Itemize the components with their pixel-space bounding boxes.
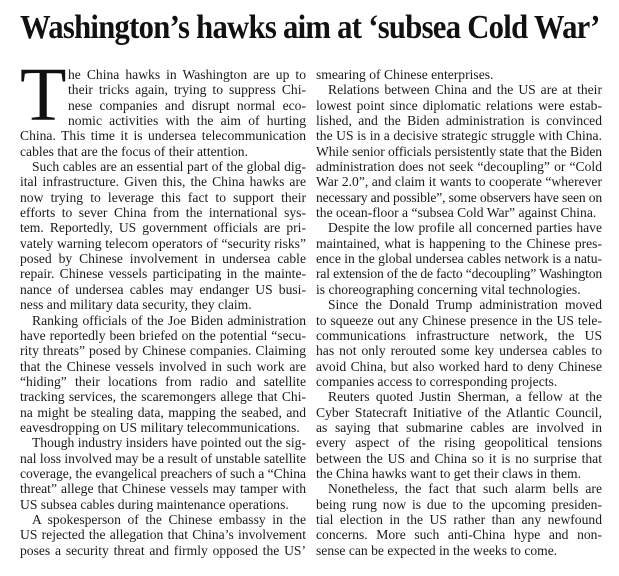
article-paragraph xyxy=(316,67,602,82)
article-paragraph xyxy=(316,481,602,558)
text-line: “hiding” their locations from radio and satellite xyxy=(20,373,306,389)
text-line: coverage, the evangelical preachers of such a “China xyxy=(20,465,306,481)
text-line: being rung now is due to the upcoming presiden- xyxy=(316,496,602,512)
text-line: as saying that submarine cables are involved in xyxy=(316,419,602,435)
text-line: While senior officials persistently state that the Biden xyxy=(316,143,602,159)
text-line: nese companies and disrupt normal eco- xyxy=(68,97,306,113)
text-line: nomic activities with the aim of hurting xyxy=(68,113,306,129)
article-paragraph xyxy=(20,435,306,512)
text-line: repair. Chinese vessels participating in the mainte- xyxy=(20,266,306,282)
text-line: nance of undersea cables may endanger US busi- xyxy=(20,281,306,297)
text-line: ital infrastructure. Given this, the China hawks are xyxy=(20,174,306,190)
text-line: between the US and China so it is no surprise that xyxy=(316,450,602,466)
text-line: communications infrastructure network, the US xyxy=(316,327,602,343)
text-line: na might be stealing data, mapping the seabed, and xyxy=(20,404,306,420)
article-paragraph xyxy=(20,159,306,312)
text-line: efforts to sever China from the international sys- xyxy=(20,205,306,221)
text-line: ral extension of the de facto “decoupling” Washington xyxy=(316,266,602,282)
text-line: sense can be expected in the weeks to come. xyxy=(316,542,558,558)
text-line: cables that are the focus of their attention. xyxy=(20,143,248,159)
article-paragraph xyxy=(316,220,602,297)
text-line: the ocean-floor a “subsea Cold War” against China. xyxy=(316,205,597,221)
text-line: US subsea cables during maintenance operations. xyxy=(20,496,289,512)
text-line: that the Chinese vessels involved in such work are xyxy=(20,358,306,374)
text-line: lished, and the Biden administration is convinced xyxy=(316,113,602,129)
text-line: China. This time it is undersea telecommunication xyxy=(20,128,306,144)
text-line: their tricks again, trying to suppress Chi- xyxy=(68,82,306,98)
text-line: ness and military data security, they claim. xyxy=(20,297,252,313)
text-line: tracking services, the scaremongers allege that Chi- xyxy=(20,389,306,405)
text-line: has not only rerouted some key undersea cables to xyxy=(316,343,602,359)
text-line: Nonetheless, the fact that such alarm bells are xyxy=(328,481,602,497)
text-line: administration does not seek “decoupling” or “Cold xyxy=(316,159,602,175)
text-line: eavesdropping on US military telecommunications. xyxy=(20,419,300,435)
text-line: the China hawks want to get their claws in them. xyxy=(316,465,582,481)
text-line: Ranking officials of the Joe Biden administration xyxy=(32,312,306,328)
article-column-right xyxy=(316,67,602,558)
article-paragraph xyxy=(20,67,306,159)
article-paragraph xyxy=(316,82,602,220)
text-line: Though industry insiders have pointed out the sig- xyxy=(32,435,306,451)
text-line: to squeeze out any Chinese presence in the US tele- xyxy=(316,312,602,328)
text-line: is choreographing concerning vital technologies. xyxy=(316,281,581,297)
text-line: have reportedly been briefed on the potential “secu- xyxy=(20,327,306,343)
text-line: Cyber Statecraft Initiative of the Atlantic Council, xyxy=(316,404,602,420)
text-line: now trying to leverage this fact to support their xyxy=(20,189,306,205)
text-line: War 2.0”, and claim it wants to cooperate “wherever xyxy=(316,174,602,190)
text-line: poses a security threat and firmly opposed the US’ xyxy=(20,542,306,558)
text-line: avoid China, but also worked hard to deny Chinese xyxy=(316,358,602,374)
text-line: nal loss involved may be a result of unstable satellite xyxy=(20,450,306,466)
article-paragraph xyxy=(20,313,306,436)
text-line: Relations between China and the US are at their xyxy=(328,82,602,98)
text-line: every aspect of the rising geopolitical tensions xyxy=(316,435,602,451)
text-line: smearing of Chinese enterprises. xyxy=(316,67,494,82)
headline: Washington’s hawks aim at ‘subsea Cold War’ xyxy=(20,9,600,46)
text-line: US rejected the allegation that China’s involvement xyxy=(20,527,306,543)
text-line: A spokesperson of the Chinese embassy in the xyxy=(32,511,306,527)
text-line: vately warning telecom operators of “security risks” xyxy=(20,235,306,251)
article-paragraph xyxy=(316,297,602,389)
text-line: ence in the global undersea cables network is a natu- xyxy=(316,251,602,267)
text-line: Despite the low profile all concerned parties have xyxy=(328,220,602,236)
article-column-left xyxy=(20,67,306,558)
text-line: lowest point since diplomatic relations were estab- xyxy=(316,97,602,113)
text-line: tem. Reportedly, US government officials are pri- xyxy=(20,220,306,236)
text-line: necessary and possible”, some observers have seen on xyxy=(316,189,602,205)
article-paragraph xyxy=(316,389,602,481)
text-line: the US is in a decisive strategic struggle with China. xyxy=(316,128,602,144)
text-line: he China hawks in Washington are up to xyxy=(68,67,306,82)
text-line: threat” allege that Chinese vessels may tamper with xyxy=(20,481,306,497)
article-paragraph xyxy=(20,512,306,558)
text-line: concerns. More such anti-China hype and non- xyxy=(316,527,602,543)
text-line: maintained, what is happening to the Chinese pres- xyxy=(316,235,602,251)
text-line: Since the Donald Trump administration moved xyxy=(328,297,602,313)
text-line: Such cables are an essential part of the global dig- xyxy=(32,159,306,175)
text-line: tial election in the US rather than any newfound xyxy=(316,511,602,527)
text-line: companies access to corresponding projects. xyxy=(316,373,558,389)
text-line: posed by Chinese involvement in undersea cable xyxy=(20,251,306,267)
text-line: Reuters quoted Justin Sherman, a fellow at the xyxy=(328,389,602,405)
drop-cap: T xyxy=(20,53,67,137)
text-line: rity threats” posed by Chinese companies. Claiming xyxy=(20,343,306,359)
